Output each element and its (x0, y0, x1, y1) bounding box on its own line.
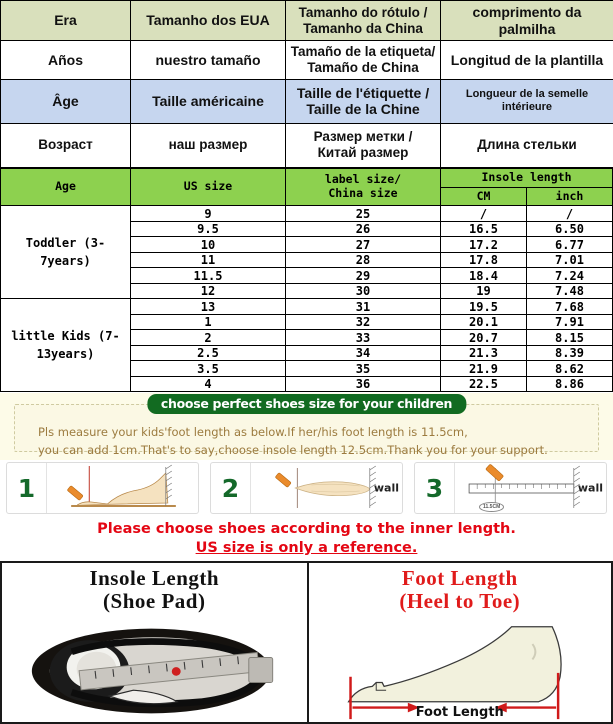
cell-insole-inch: 8.15 (527, 330, 613, 346)
header-age: Age (1, 168, 131, 206)
cell-insole-inch: 7.68 (527, 299, 613, 315)
cell-us-size: 11 (131, 252, 286, 268)
lang-cell-insole: Длина стельки (441, 123, 613, 167)
red-notice (0, 518, 613, 560)
cell-insole-inch: 8.39 (527, 345, 613, 361)
cell-label-size: 27 (286, 237, 441, 253)
cell-insole-inch: / (527, 206, 613, 222)
cell-label-size: 31 (286, 299, 441, 315)
cell-insole-inch: 8.62 (527, 361, 613, 377)
shoe-measuring-photo (2, 619, 307, 722)
lang-cell-insole: Longueur de la semelle intérieure (441, 79, 613, 123)
photo-title-foot (309, 563, 612, 613)
cell-us-size: 12 (131, 283, 286, 299)
cell-us-size: 1 (131, 314, 286, 330)
lang-cell-label-size: Tamanho do rótulo / Tamanho da China (286, 1, 441, 41)
cell-insole-cm: 20.7 (441, 330, 527, 346)
size-chart-body (1, 206, 613, 392)
notice-line-2: US size is only a reference. (0, 539, 613, 557)
photo-title-insole-line2: (Shoe Pad) (2, 590, 307, 613)
lang-cell-us-size: Taille américaine (131, 79, 286, 123)
table-row-russian (1, 123, 613, 167)
promo-instructions (38, 424, 583, 460)
foot-side-icon (47, 463, 198, 513)
cell-insole-inch: 7.91 (527, 314, 613, 330)
table-row-french (1, 79, 613, 123)
cell-insole-cm: 21.9 (441, 361, 527, 377)
shoe-with-tape-icon (2, 619, 307, 722)
header-label-size: label size/ China size (286, 168, 441, 206)
cell-us-size: 2 (131, 330, 286, 346)
header-insole-length: Insole length (441, 168, 613, 187)
table-row (1, 299, 613, 315)
cell-insole-cm: 16.5 (441, 221, 527, 237)
photo-comparison-panel (0, 561, 613, 724)
cell-label-size: 25 (286, 206, 441, 222)
size-chart-header-row-1 (1, 168, 613, 187)
lang-cell-us-size: nuestro tamaño (131, 41, 286, 80)
multilingual-header-table (0, 0, 613, 168)
cell-label-size: 35 (286, 361, 441, 377)
cell-insole-cm: 19.5 (441, 299, 527, 315)
promo-banner (0, 393, 613, 460)
cell-insole-cm: / (441, 206, 527, 222)
cell-us-size: 9.5 (131, 221, 286, 237)
cell-insole-cm: 21.3 (441, 345, 527, 361)
cell-insole-inch: 7.48 (527, 283, 613, 299)
promo-badge: choose perfect shoes size for your children (147, 394, 466, 414)
table-row (1, 206, 613, 222)
cell-us-size: 9 (131, 206, 286, 222)
cell-label-size: 26 (286, 221, 441, 237)
lang-table-body (1, 1, 613, 168)
promo-line-1: Pls measure your kids'foot length as below.If her/his foot length is 11.5cm, (38, 424, 583, 442)
lang-cell-era: Возраст (1, 123, 131, 167)
header-cm: CM (441, 187, 527, 206)
wall-label: wall (578, 482, 603, 495)
cell-insole-cm: 20.1 (441, 314, 527, 330)
notice-line-1: Please choose shoes according to the inner length. (0, 520, 613, 538)
cell-insole-cm: 22.5 (441, 376, 527, 392)
photo-title-foot-line1: Foot Length (309, 567, 612, 590)
measure-steps (0, 460, 613, 518)
ruler-measurement-label: 11.5CM (479, 502, 504, 512)
promo-line-2: you can add 1cm.That's to say,choose insole length 12.5cm.Thank you for your support. (38, 442, 583, 460)
photo-cell-insole (2, 563, 307, 722)
lang-cell-era: Era (1, 1, 131, 41)
lang-cell-insole: comprimento da palmilha (441, 1, 613, 41)
step-number: 3 (415, 463, 455, 513)
cell-label-size: 34 (286, 345, 441, 361)
photo-title-insole-line1: Insole Length (2, 567, 307, 590)
cell-insole-inch: 7.24 (527, 268, 613, 284)
cell-insole-cm: 18.4 (441, 268, 527, 284)
cell-label-size: 32 (286, 314, 441, 330)
cell-label-size: 33 (286, 330, 441, 346)
cell-label-size: 29 (286, 268, 441, 284)
table-row-portuguese (1, 1, 613, 41)
foot-measuring-diagram (309, 619, 612, 722)
step-illustration-foot-side (47, 463, 198, 513)
lang-cell-era: Âge (1, 79, 131, 123)
photo-cell-foot (307, 563, 612, 722)
cell-insole-inch: 6.77 (527, 237, 613, 253)
header-inch: inch (527, 187, 613, 206)
lang-cell-us-size: наш размер (131, 123, 286, 167)
cell-insole-cm: 19 (441, 283, 527, 299)
cell-insole-cm: 17.8 (441, 252, 527, 268)
step-number: 1 (7, 463, 47, 513)
foot-length-caption: Foot Length (416, 705, 504, 720)
cell-insole-inch: 6.50 (527, 221, 613, 237)
photo-title-insole (2, 563, 307, 613)
header-us-size: US size (131, 168, 286, 206)
size-chart-head (1, 168, 613, 206)
step-illustration-ruler (455, 463, 606, 513)
cell-insole-inch: 8.86 (527, 376, 613, 392)
cell-insole-cm: 17.2 (441, 237, 527, 253)
age-group-toddler: Toddler (3- 7years) (1, 206, 131, 299)
lang-cell-insole: Longitud de la plantilla (441, 41, 613, 80)
step-panel-2 (210, 462, 403, 514)
step-number: 2 (211, 463, 251, 513)
photo-title-foot-line2: (Heel to Toe) (309, 590, 612, 613)
step-panel-3 (414, 462, 607, 514)
step-panel-1 (6, 462, 199, 514)
cell-us-size: 2.5 (131, 345, 286, 361)
cell-label-size: 28 (286, 252, 441, 268)
cell-us-size: 10 (131, 237, 286, 253)
lang-cell-era: Años (1, 41, 131, 80)
cell-us-size: 11.5 (131, 268, 286, 284)
lang-cell-label-size: Tamaño de la etiqueta/ Tamaño de China (286, 41, 441, 80)
size-chart-table (0, 168, 613, 393)
lang-cell-label-size: Размер метки / Китай размер (286, 123, 441, 167)
cell-us-size: 4 (131, 376, 286, 392)
age-group-little-kids: little Kids (7- 13years) (1, 299, 131, 392)
cell-us-size: 13 (131, 299, 286, 315)
table-row-spanish (1, 41, 613, 80)
lang-cell-us-size: Tamanho dos EUA (131, 1, 286, 41)
cell-label-size: 30 (286, 283, 441, 299)
cell-us-size: 3.5 (131, 361, 286, 377)
cell-insole-inch: 7.01 (527, 252, 613, 268)
step-illustration-foot-top (251, 463, 402, 513)
lang-cell-label-size: Taille de l'étiquette / Taille de la Chine (286, 79, 441, 123)
wall-label: wall (374, 482, 399, 495)
cell-label-size: 36 (286, 376, 441, 392)
